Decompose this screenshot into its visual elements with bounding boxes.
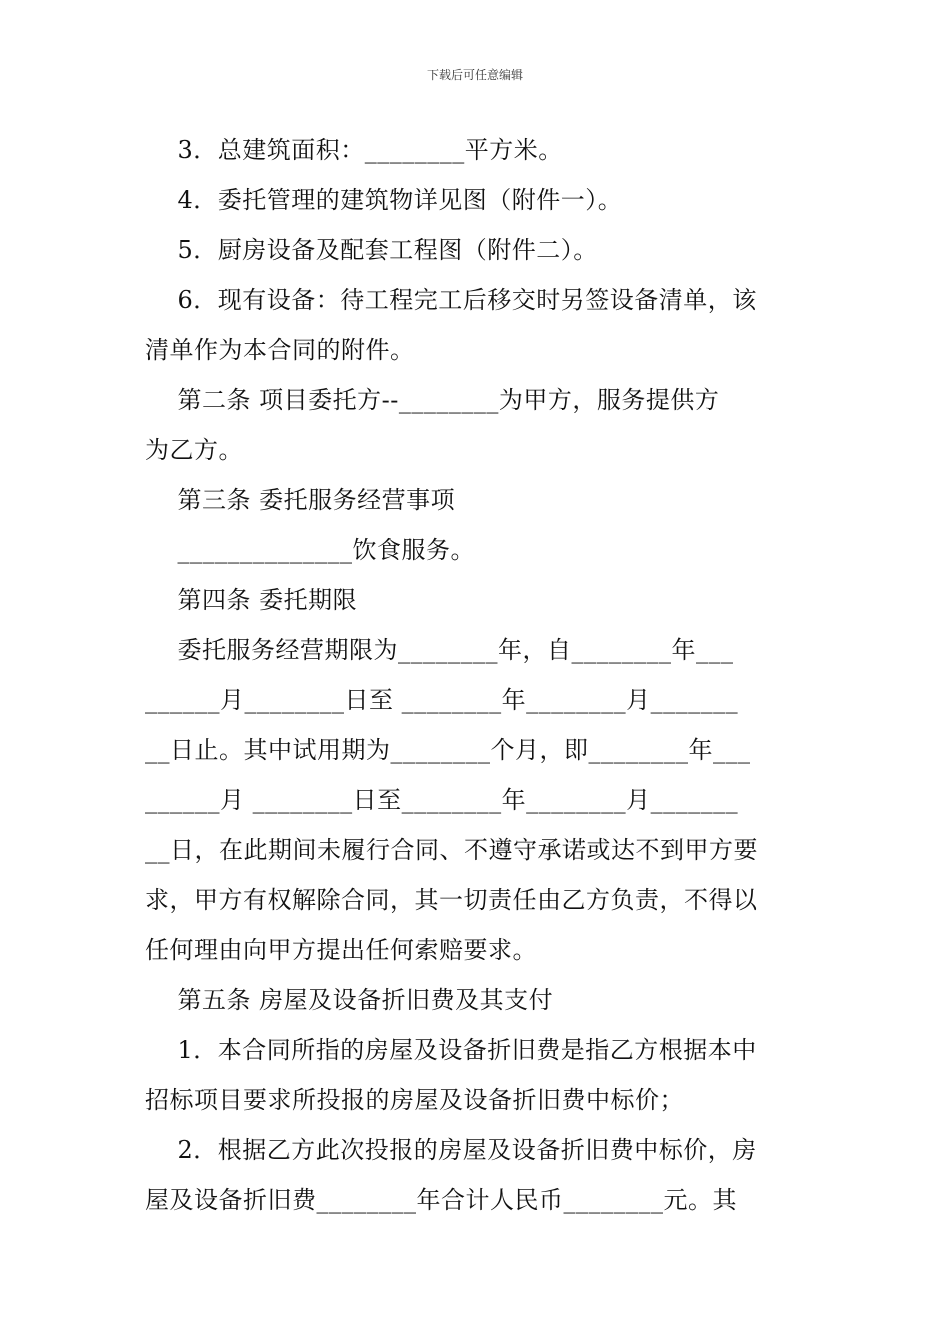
line-article-2-cont: 为乙方。 xyxy=(145,436,243,464)
line-kitchen-attachment: 5．厨房设备及配套工程图（附件二）。 xyxy=(145,236,598,264)
line-term-2: ______月________日至 ________年________月_______ xyxy=(145,686,739,714)
line-equipment: 6．现有设备：待工程完工后移交时另签设备清单，该 xyxy=(145,286,757,314)
line-term-7: 任何理由向甲方提出任何索赔要求。 xyxy=(145,936,537,964)
document-body xyxy=(145,125,807,1225)
line-building-attachment: 4．委托管理的建筑物详见图（附件一）。 xyxy=(145,186,623,214)
line-article-5-item-2-cont: 屋及设备折旧费________年合计人民币________元。其 xyxy=(145,1186,737,1214)
line-article-5-item-1-cont: 招标项目要求所投报的房屋及设备折旧费中标价； xyxy=(145,1086,684,1114)
line-article-3-title: 第三条 委托服务经营事项 xyxy=(145,486,456,514)
line-article-5-item-2: 2．根据乙方此次投报的房屋及设备折旧费中标价，房 xyxy=(145,1136,757,1164)
line-term-3: __日止。其中试用期为________个月，即________年___ xyxy=(145,736,751,764)
line-term-5: __日，在此期间未履行合同、不遵守承诺或达不到甲方要 xyxy=(145,836,758,864)
line-area: 3．总建筑面积：________平方米。 xyxy=(145,136,563,164)
line-equipment-cont: 清单作为本合同的附件。 xyxy=(145,336,415,364)
line-article-5-item-1: 1．本合同所指的房屋及设备折旧费是指乙方根据本中 xyxy=(145,1036,757,1064)
page-header: 下载后可任意编辑 xyxy=(426,68,523,82)
line-term-1: 委托服务经营期限为________年，自________年___ xyxy=(145,636,734,664)
line-article-3-body: ______________饮食服务。 xyxy=(145,536,476,564)
line-term-6: 求，甲方有权解除合同，其一切责任由乙方负责，不得以 xyxy=(145,886,758,914)
line-article-5-title: 第五条 房屋及设备折旧费及其支付 xyxy=(145,986,554,1014)
line-article-4-title: 第四条 委托期限 xyxy=(145,586,358,614)
line-article-2: 第二条 项目委托方--________为甲方，服务提供方 xyxy=(145,386,720,414)
line-term-4: ______月 ________日至________年________月_______ xyxy=(145,786,739,814)
